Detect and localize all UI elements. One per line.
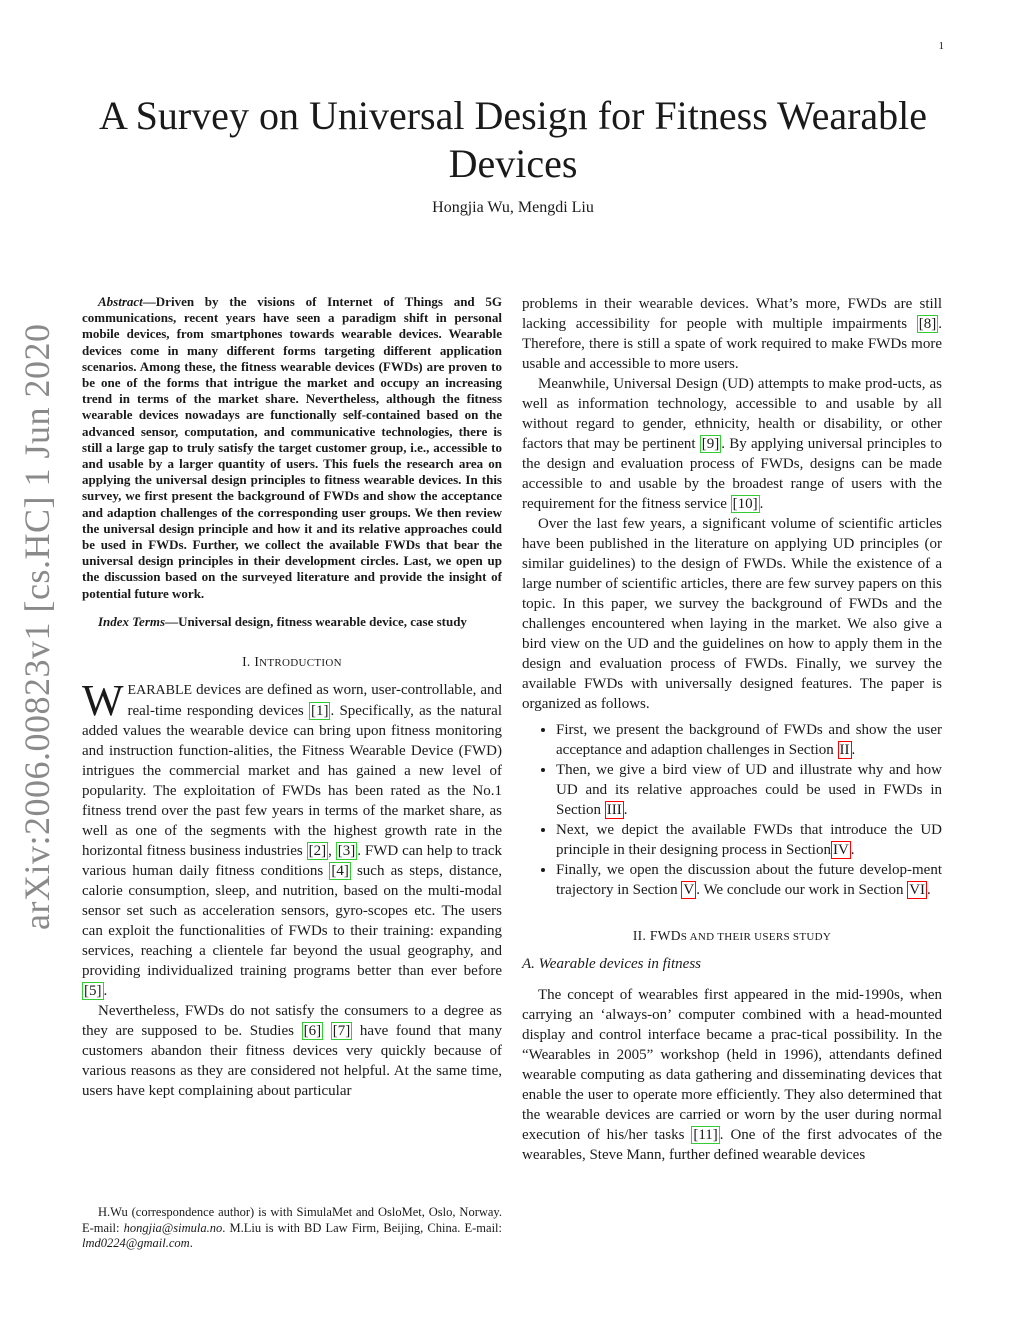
section-link[interactable]: VI bbox=[909, 882, 926, 898]
list-item: • Next, we depict the available FWDs that introduce the UD principle in their designing process in Section IV . bbox=[556, 820, 942, 860]
section-heading-fwds: II. FWDS AND THEIR USERS STUDY bbox=[632, 928, 832, 943]
citation-link[interactable]: [3] bbox=[337, 843, 356, 860]
email-link[interactable]: lmd0224@gmail.com bbox=[82, 1236, 190, 1250]
citation-link[interactable]: [8] bbox=[918, 316, 937, 332]
citation-link[interactable]: [4] bbox=[331, 863, 349, 880]
paper-title: A Survey on Universal Design for Fitness Wearable Devices bbox=[98, 93, 928, 186]
authors: Hongjia Wu, Mengdi Liu bbox=[432, 199, 594, 216]
list-item: • First, we present the background of FWDs and show the user acceptance and adaption challenges in Section II . bbox=[556, 720, 942, 760]
list-item: • Then, we give a bird view of UD and illustrate why and how UD and its relative approaches could be used in FWDs in Section III . bbox=[556, 760, 942, 820]
citation-link[interactable]: [10] bbox=[732, 496, 758, 512]
citation-link[interactable]: [6] bbox=[303, 1023, 322, 1040]
section-heading-introduction: I. INTRODUCTION bbox=[242, 654, 342, 670]
list-item: • Finally, we open the discussion about the future develop-ment trajectory in Section V . We conclude our work in Section VI . bbox=[556, 860, 942, 900]
section-link[interactable]: V bbox=[683, 882, 695, 898]
intro-paragraph-1: WEARABLE devices are defined as worn, user-controllable, and real-time responding devices [1] . Specifically, as the natural added values the wearable device can bring upon fitness monitoring and instruction function-alities, the Fitness Wearable Device (FWD) intrigues the commercial market and has gained a new level of popularity. The exploitation of FWDs has been rated as the No.1 fitness trend over the past few years in terms of the market share, as well as one of the segments with the highest growth rate in the horizontal fitness business industries [2] , [3] . FWD can help to track various human daily fitness conditions [4] such as steps, distance, calorie consumption, sleep, and nutrition, based on the multi-modal sensor set such as acceleration sensors, gyro-scopes etc. The users can exploit the functionalities of FWDs to their training: expanding services, reaching a clientele far beyond the usual geography, and providing individualized training programs better than ever before [5] . bbox=[82, 676, 503, 1000]
author-footnote: H.Wu (correspondence author) is with SimulaMet and OsloMet, Oslo, Norway. E-mail: hongjia@simula.no. M.Liu is with BD Law Firm, Beijing, China. E-mail: lmd0224@gmail.com. bbox=[82, 1205, 502, 1250]
citation-link[interactable]: [2] bbox=[308, 843, 327, 860]
index-terms-lead: Index Terms bbox=[98, 613, 166, 629]
right-column bbox=[522, 294, 942, 1165]
arxiv-identifier: arXiv:2006.00823v1 [cs.HC] 1 Jun 2020 bbox=[17, 323, 57, 930]
body-paragraph: Meanwhile, Universal Design (UD) attempts to make prod-ucts, as well as information technology, accessible to and usable by all without regard to gender, ethnicity, health or disability, or other factors that may be pertinent [9] . By applying universal principles to the design and evaluation process of FWDs, designs can be made accessible to and usable by the broadest range of users with the requirement for the fitness service [10] . bbox=[522, 376, 942, 512]
body-paragraph: problems in their wearable devices. What’s more, FWDs are still lacking accessibility for people with multiple impairments [8] . Therefore, there is still a spate of work required to make FWDs more usable and accessible to more users. bbox=[522, 296, 942, 372]
citation-link[interactable]: [11] bbox=[693, 1127, 718, 1143]
email-link[interactable]: hongjia@simula.no bbox=[123, 1220, 223, 1235]
section-link[interactable]: IV bbox=[832, 842, 849, 858]
drop-cap: W bbox=[82, 676, 124, 726]
body-paragraph: Over the last few years, a significant volume of scientific articles have been published in the literature on applying UD principles (or similar guidelines) to the design of FWDs. While the existence of a large number of scientific articles, there are few survey papers on this topic. In this paper, we survey the background of FWDs and the challenges encountered when laying in the market. We also give a bird view on the UD and the guidelines on how to apply them in the design and evaluation process of FWDs. Finally, we survey the available FWDs with universally designed features. The paper is organized as follows. bbox=[522, 516, 942, 712]
citation-link[interactable]: [7] bbox=[332, 1023, 351, 1040]
index-terms bbox=[82, 614, 502, 630]
index-terms-text: —Universal design, fitness wearable device, case study bbox=[165, 613, 467, 629]
citation-link[interactable]: [1] bbox=[310, 703, 329, 720]
contribution-list bbox=[522, 720, 942, 900]
section-link[interactable]: II bbox=[839, 742, 850, 758]
abstract bbox=[82, 294, 502, 602]
abstract-lead: Abstract bbox=[98, 294, 143, 309]
left-column bbox=[82, 294, 502, 1101]
citation-link[interactable]: [5] bbox=[84, 983, 102, 1000]
body-paragraph: The concept of wearables first appeared in the mid-1990s, when carrying an ‘always-on’ computer combined with a head-mounted display and control interface became a prac-tical possibility. In the “Wearables in 2005” workshop (held in 1996), attendants defined wearable computing as data gathering and disseminating devices that enable the user to operate more efficiently. They also determined that the wearable devices are carried or worn by the user during normal execution of his/her tasks [11] . One of the first advocates of the wearables, Steve Mann, further defined wearable devices bbox=[522, 987, 942, 1163]
section-link[interactable]: III bbox=[606, 802, 622, 818]
intro-paragraph-2: Nevertheless, FWDs do not satisfy the consumers to a degree as they are supposed to be. Studies [6] [7] have found that many customers abandon their fitness devices very quickly because of various reasons as they are considered not helpful. At the same time, users have kept complaining about particular bbox=[82, 1003, 503, 1100]
citation-link[interactable]: [9] bbox=[701, 436, 720, 452]
subsection-heading: A. Wearable devices in fitness bbox=[522, 956, 701, 972]
abstract-text: —Driven by the visions of Internet of Things and 5G communications, recent years have seen a paradigm shift in personal mobile devices, from smartphones towards wearable devices. Wearable devices come in many different forms targeting different application scenarios. Among these, the fitness wearable devices (FWDs) are proven to be one of the forms that intrigue the market and occupy an increasing trend in terms of the market share. Nevertheless, although the fitness wearable devices nowadays are functionally self-contained based on the advanced sensor, computation, and communicative technologies, there is still a large gap to truly satisfy the target customer group, i.e., accessible to and usable by a larger quantity of users. This fuels the research area on applying the universal design principles to fitness wearable devices. In this survey, we first present the background of FWDs and show the acceptance and adaption challenges of the corresponding user groups. We then review the universal design principle and how it and its relative approaches could be used in FWDs. Further, we collect the available FWDs that bear the universal design principles in their development circles. Last, we open up the discussion based on the surveyed literature and provide the insight of potential future work. bbox=[82, 294, 502, 601]
page-number: 1 bbox=[938, 40, 944, 52]
